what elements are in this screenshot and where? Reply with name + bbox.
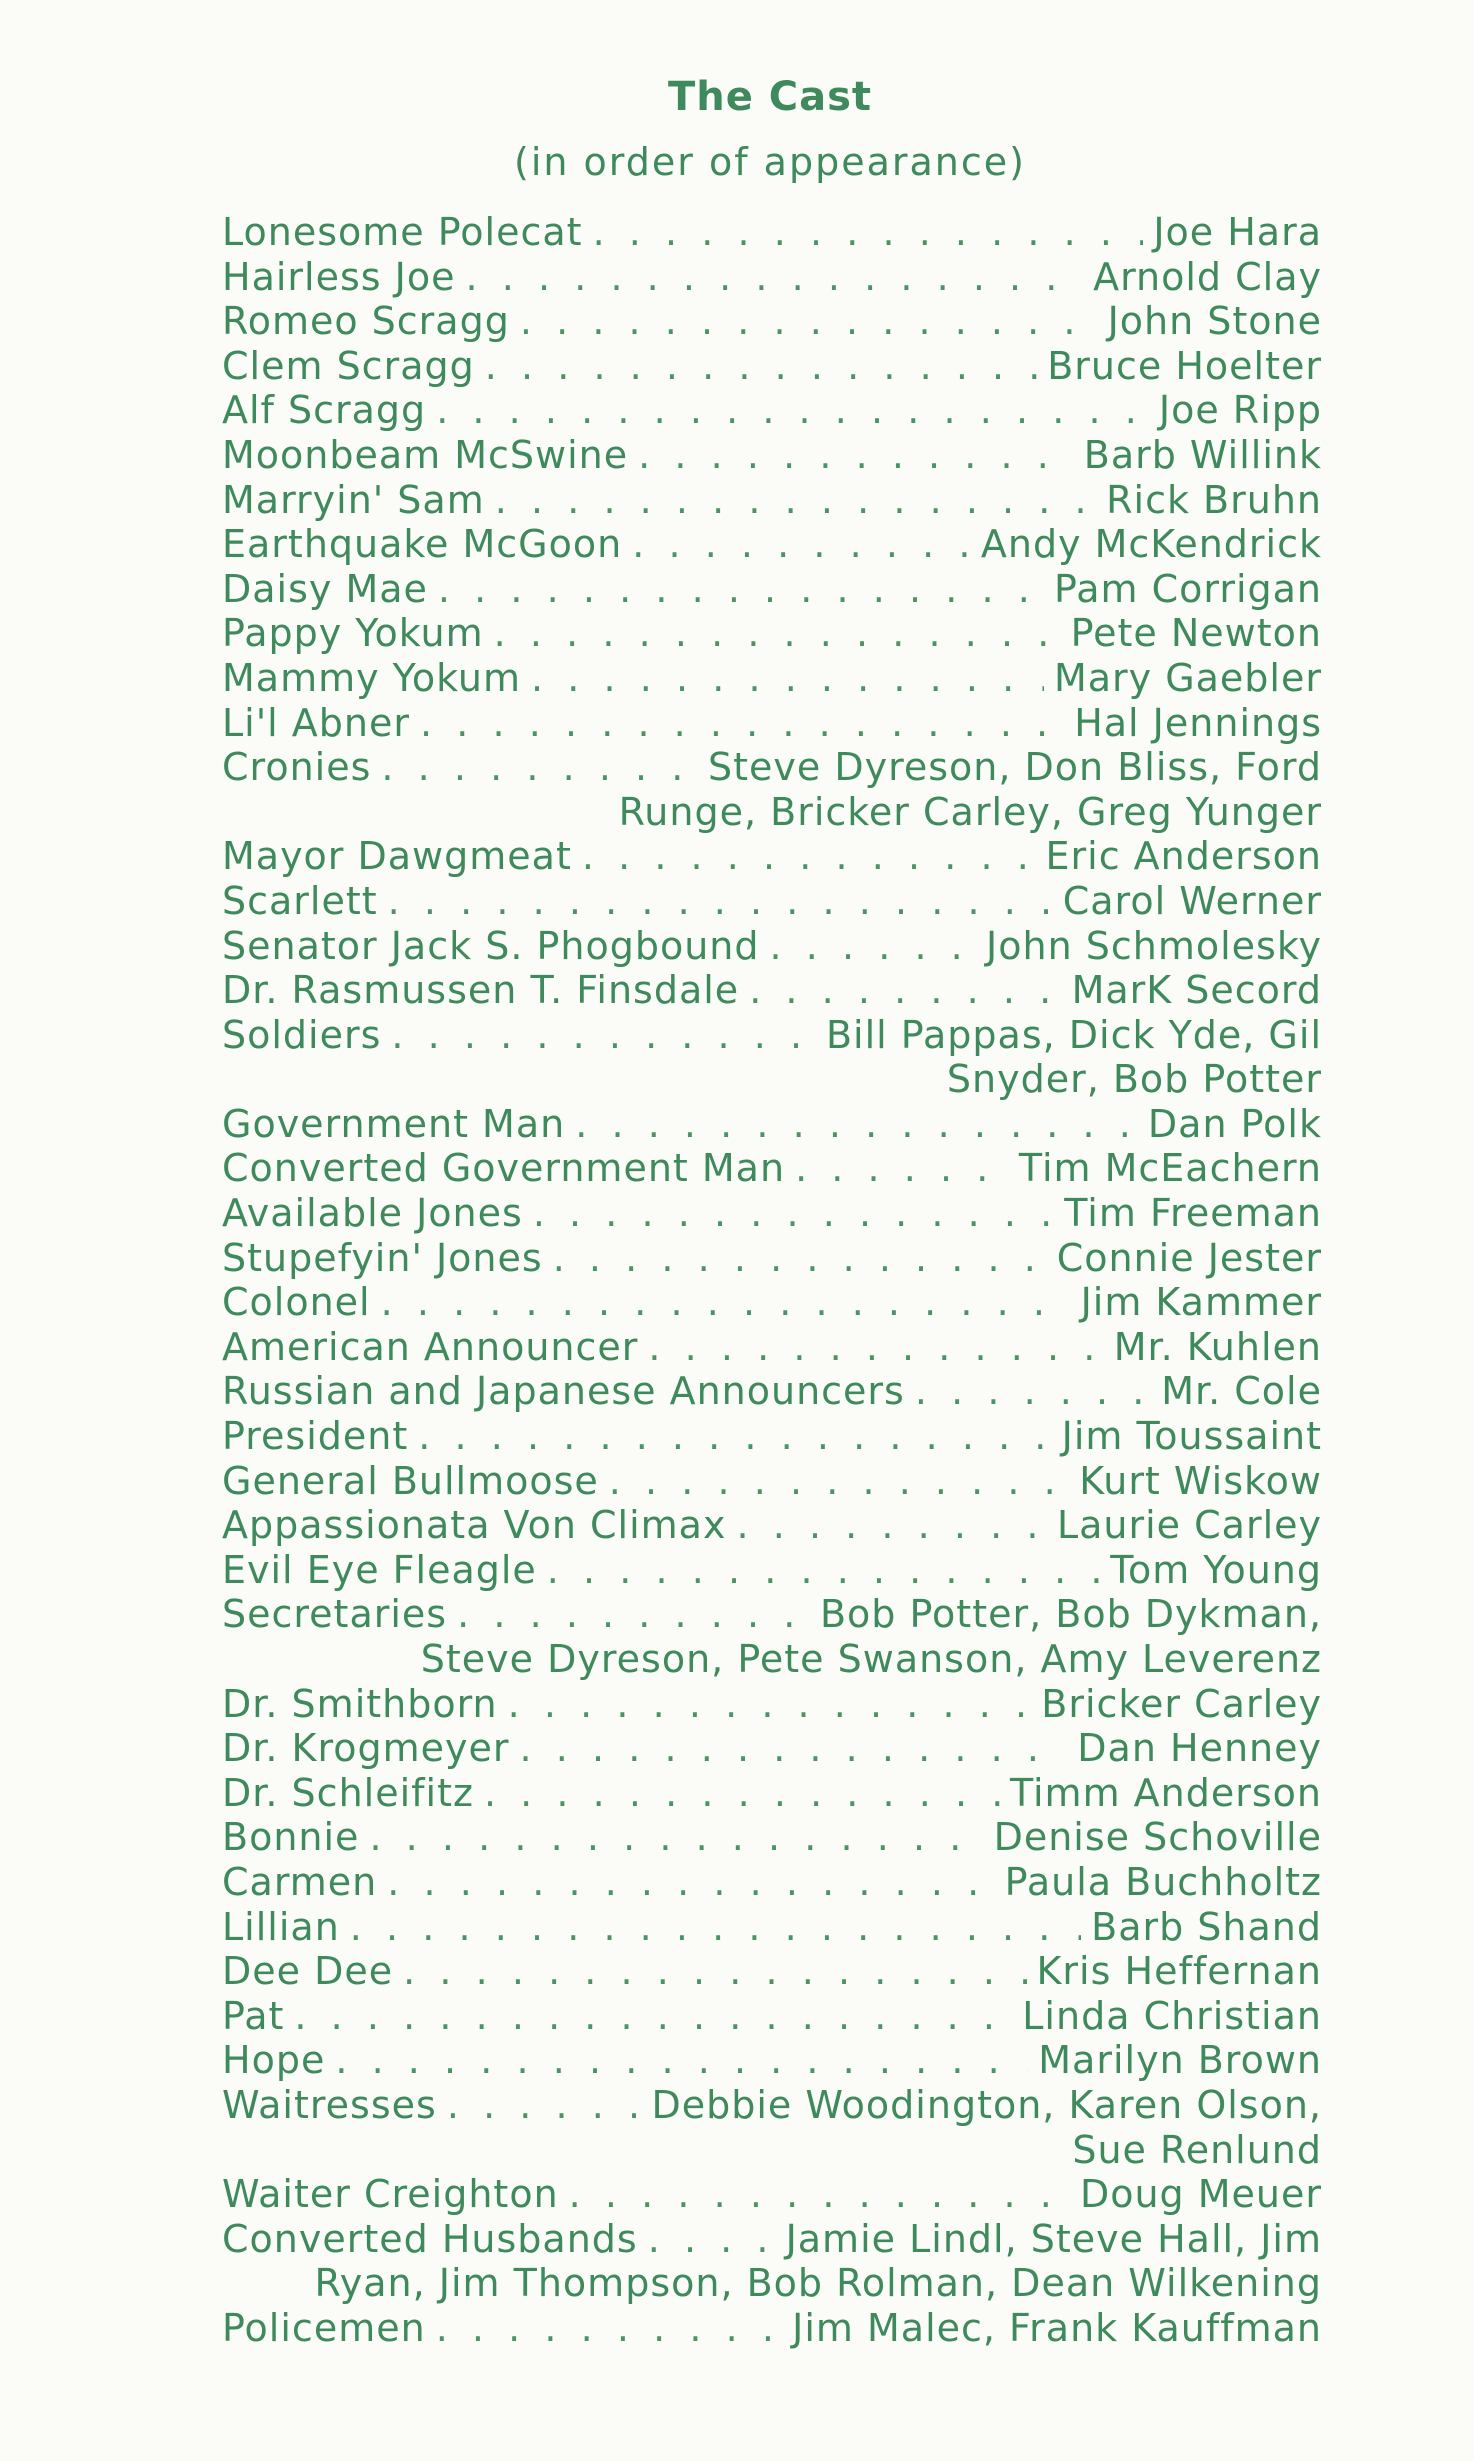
role-name: Soldiers: [222, 1012, 382, 1057]
cast-row: [222, 1949, 1322, 1994]
role-name: Russian and Japanese Announcers: [222, 1369, 905, 1414]
actor-name: Kurt Wiskow: [1079, 1458, 1322, 1503]
cast-row: [222, 2217, 1322, 2262]
cast-row: [222, 1191, 1322, 1236]
role-name: Evil Eye Fleagle: [222, 1547, 537, 1592]
dot-leader: [648, 1325, 1103, 1370]
cast-row: [222, 210, 1322, 255]
cast-row: [222, 745, 1322, 790]
role-name: Dr. Krogmeyer: [222, 1726, 510, 1771]
role-name: Lonesome Polecat: [222, 210, 583, 254]
role-name: Dr. Schleifitz: [222, 1770, 474, 1815]
cast-row: [222, 567, 1322, 612]
role-name: Available Jones: [222, 1191, 523, 1236]
cast-row: [222, 344, 1322, 389]
dot-leader: [520, 299, 1098, 344]
cast-row: [222, 1860, 1322, 1905]
actor-name: Kris Heffernan: [1036, 1949, 1322, 1994]
cast-row: [222, 1994, 1322, 2039]
dot-leader: [547, 1548, 1100, 1593]
role-name: Dr. Rasmussen T. Finsdale: [222, 968, 740, 1013]
actor-continuation: Ryan, Jim Thompson, Bob Rolman, Dean Wilkening: [314, 2261, 1322, 2306]
actor-name: Bill Pappas, Dick Yde, Gil: [825, 1012, 1322, 1057]
dot-leader: [381, 745, 698, 790]
role-name: Marryin' Sam: [222, 477, 485, 522]
dot-leader: [466, 255, 1084, 300]
dot-leader: [381, 1280, 1071, 1325]
actor-name: Denise Schoville: [993, 1815, 1322, 1860]
dot-leader: [438, 567, 1044, 612]
cast-row: [222, 299, 1322, 344]
page-title: The Cast: [667, 74, 873, 120]
actor-name: Eric Anderson: [1045, 834, 1322, 879]
actor-name: Laurie Carley: [1056, 1503, 1322, 1548]
dot-leader: [387, 1860, 994, 1905]
dot-leader: [593, 210, 1144, 255]
actor-name: Jamie Lindl, Steve Hall, Jim: [785, 2216, 1322, 2261]
dot-leader: [494, 611, 1061, 656]
role-name: American Announcer: [222, 1324, 639, 1369]
cast-row: [222, 1369, 1322, 1414]
role-name: Li'l Abner: [222, 700, 411, 745]
cast-list: [222, 210, 1322, 2351]
role-name: Policemen: [222, 2305, 426, 2350]
cast-row: [222, 1236, 1322, 1281]
actor-name: Andy McKendrick: [980, 522, 1322, 567]
cast-row: [222, 1280, 1322, 1325]
dot-leader: [457, 1592, 810, 1637]
role-name: Hope: [222, 2038, 326, 2083]
cast-row: [222, 879, 1322, 924]
cast-row: [222, 255, 1322, 300]
role-name: Colonel: [222, 1280, 371, 1325]
role-name: Cronies: [222, 745, 372, 790]
actor-name: John Schmolesky: [986, 923, 1322, 968]
cast-row: [222, 924, 1322, 969]
dot-leader: [638, 433, 1074, 478]
dot-leader: [391, 1013, 816, 1058]
actor-name: Mary Gaebler: [1053, 655, 1322, 700]
actor-continuation: Runge, Bricker Carley, Greg Yunger: [618, 789, 1322, 834]
dot-leader: [447, 2083, 642, 2128]
role-name: Bonnie: [222, 1815, 360, 1860]
role-name: Lillian: [222, 1904, 340, 1949]
cast-row: [222, 1459, 1322, 1504]
actor-name: Pete Newton: [1070, 611, 1322, 656]
actor-name: Tim McEachern: [1018, 1146, 1322, 1191]
role-name: Clem Scragg: [222, 343, 475, 388]
actor-name: Bricker Carley: [1041, 1681, 1322, 1726]
actor-name: Jim Malec, Frank Kauffman: [792, 2305, 1322, 2350]
role-name: Pappy Yokum: [222, 611, 484, 656]
cast-row: [222, 388, 1322, 433]
role-name: Waiter Creighton: [222, 2172, 559, 2217]
cast-row: [222, 478, 1322, 523]
cast-row: [222, 1726, 1322, 1771]
dot-leader: [418, 1414, 1051, 1459]
role-name: Government Man: [222, 1101, 566, 1146]
role-name: Appassionata Von Climax: [222, 1503, 727, 1548]
role-name: Romeo Scragg: [222, 299, 510, 344]
cast-row: [222, 1146, 1322, 1191]
dot-leader: [350, 1905, 1081, 1950]
actor-continuation: Steve Dyreson, Pete Swanson, Amy Leverenz: [420, 1637, 1322, 1681]
dot-leader: [436, 2306, 782, 2351]
cast-row: [222, 1905, 1322, 1950]
actor-continuation: Snyder, Bob Potter: [946, 1057, 1322, 1102]
cast-row: [222, 1325, 1322, 1370]
dot-leader: [575, 1102, 1138, 1147]
cast-row: [222, 2306, 1322, 2351]
actor-name: Doug Meuer: [1079, 2172, 1322, 2217]
actor-name: Barb Shand: [1091, 1904, 1322, 1949]
dot-leader: [508, 1682, 1032, 1727]
cast-row: [222, 2083, 1322, 2128]
actor-name: Joe Hara: [1153, 210, 1322, 254]
dot-leader: [484, 1771, 1000, 1816]
dot-leader: [533, 1191, 1054, 1236]
role-name: Pat: [222, 1993, 285, 2038]
role-name: Carmen: [222, 1859, 378, 1904]
actor-name: Tim Freeman: [1064, 1191, 1322, 1236]
cast-row: [222, 1503, 1322, 1548]
cast-row: [222, 656, 1322, 701]
dot-leader: [495, 478, 1096, 523]
dot-leader: [770, 924, 977, 969]
actor-name: Marilyn Brown: [1038, 2038, 1322, 2083]
dot-leader: [609, 1459, 1069, 1504]
role-name: Hairless Joe: [222, 254, 456, 299]
cast-row: [222, 2038, 1322, 2083]
actor-name: Joe Ripp: [1158, 388, 1322, 433]
actor-name: Mr. Cole: [1161, 1369, 1322, 1414]
actor-name: Dan Polk: [1147, 1101, 1322, 1146]
role-name: Earthquake McGoon: [222, 522, 623, 567]
actor-name: Barb Willink: [1083, 432, 1322, 477]
role-name: Dr. Smithborn: [222, 1681, 498, 1726]
cast-row: [222, 433, 1322, 478]
actor-continuation: Sue Renlund: [1072, 2127, 1322, 2172]
actor-name: Hal Jennings: [1074, 700, 1322, 745]
cast-row: [222, 1414, 1322, 1459]
dot-leader: [582, 834, 1036, 879]
cast-row: [222, 611, 1322, 656]
page-subtitle: (in order of appearance): [514, 140, 1026, 184]
role-name: Converted Husbands: [222, 2216, 638, 2261]
actor-name: Jim Toussaint: [1061, 1414, 1322, 1459]
cast-row: [222, 1771, 1322, 1816]
actor-name: Carol Werner: [1062, 878, 1322, 923]
actor-name: Mr. Kuhlen: [1113, 1324, 1322, 1369]
actor-name: Jim Kammer: [1080, 1280, 1322, 1325]
role-name: Senator Jack S. Phogbound: [222, 923, 760, 968]
actor-name: Rick Bruhn: [1106, 477, 1322, 522]
cast-row: [222, 522, 1322, 567]
dot-leader: [632, 522, 971, 567]
cast-row: [222, 1592, 1322, 1637]
dot-leader: [569, 2172, 1070, 2217]
role-name: Alf Scragg: [222, 388, 427, 433]
dot-leader: [369, 1815, 983, 1860]
dot-leader: [749, 968, 1061, 1013]
role-name: Secretaries: [222, 1592, 448, 1637]
cast-row: [222, 968, 1322, 1013]
role-name: Moonbeam McSwine: [222, 432, 629, 477]
actor-name: Linda Christian: [1022, 1993, 1322, 2038]
cast-row: [222, 1102, 1322, 1147]
dot-leader: [915, 1369, 1151, 1414]
actor-name: Bob Potter, Bob Dykman,: [819, 1592, 1322, 1637]
actor-name: Timm Anderson: [1009, 1770, 1322, 1815]
role-name: Stupefyin' Jones: [222, 1235, 543, 1280]
actor-name: Debbie Woodington, Karen Olson,: [651, 2082, 1322, 2127]
cast-row: [222, 1815, 1322, 1860]
dot-leader: [485, 344, 1037, 389]
dot-leader: [420, 701, 1064, 746]
dot-leader: [335, 2038, 1028, 2083]
actor-name: Pam Corrigan: [1054, 566, 1322, 611]
dot-leader: [436, 388, 1149, 433]
dot-leader: [795, 1146, 1009, 1191]
actor-name: Arnold Clay: [1093, 254, 1322, 299]
dot-leader: [294, 1994, 1012, 2039]
actor-name: Steve Dyreson, Don Bliss, Ford: [708, 745, 1322, 790]
role-name: Mammy Yokum: [222, 655, 522, 700]
dot-leader: [736, 1503, 1046, 1548]
actor-name: Connie Jester: [1056, 1235, 1322, 1280]
role-name: Daisy Mae: [222, 566, 428, 611]
role-name: Dee Dee: [222, 1949, 394, 1994]
dot-leader: [403, 1949, 1026, 1994]
cast-row: [222, 1013, 1322, 1058]
actor-name: Paula Buchholtz: [1004, 1859, 1322, 1904]
actor-name: John Stone: [1107, 299, 1322, 344]
actor-name: Tom Young: [1110, 1547, 1322, 1592]
cast-row: [222, 1548, 1322, 1593]
role-name: Mayor Dawgmeat: [222, 834, 572, 879]
dot-leader: [648, 2217, 776, 2262]
role-name: Waitresses: [222, 2082, 437, 2127]
cast-row: [222, 834, 1322, 879]
actor-name: Dan Henney: [1077, 1726, 1322, 1771]
dot-leader: [388, 879, 1053, 924]
dot-leader: [520, 1726, 1068, 1771]
actor-name: Bruce Hoelter: [1047, 343, 1322, 388]
actor-name: MarK Secord: [1071, 968, 1322, 1013]
role-name: General Bullmoose: [222, 1458, 599, 1503]
role-name: Scarlett: [222, 878, 378, 923]
role-name: Converted Government Man: [222, 1146, 786, 1191]
dot-leader: [553, 1236, 1047, 1281]
role-name: President: [222, 1414, 409, 1459]
cast-row: [222, 1682, 1322, 1727]
cast-row: [222, 701, 1322, 746]
cast-row: [222, 2172, 1322, 2217]
dot-leader: [531, 656, 1044, 701]
